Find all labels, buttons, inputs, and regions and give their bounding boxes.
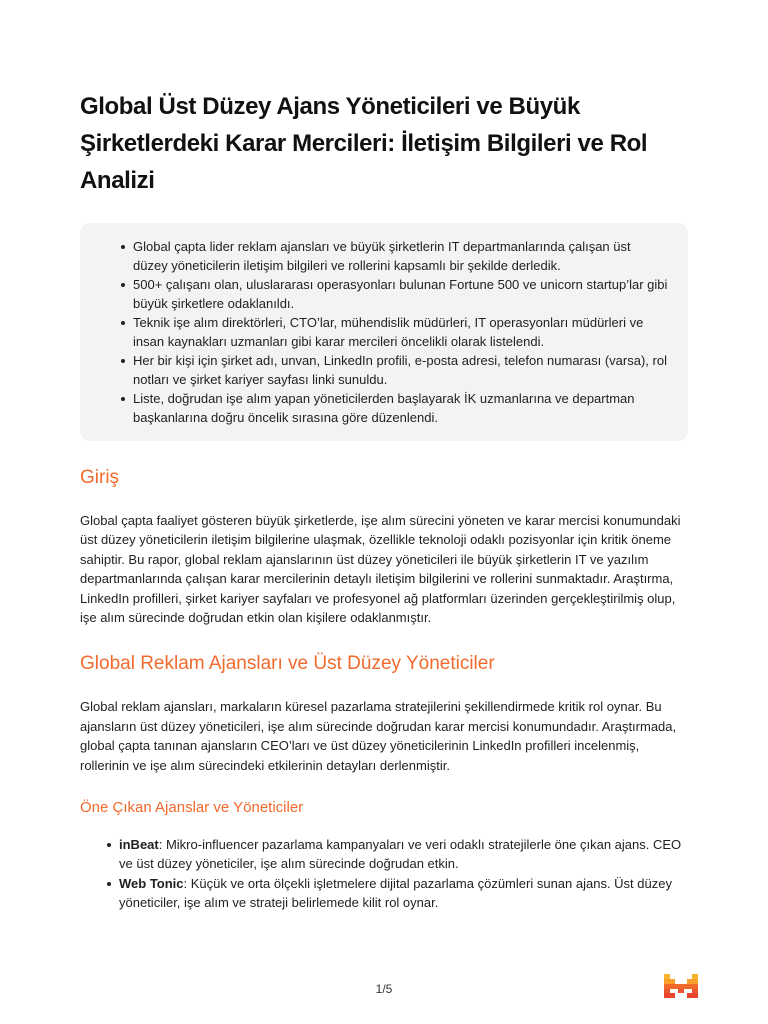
summary-item: Liste, doğrudan işe alım yapan yöneticilerden başlayarak İK uzmanlarına ve departman başkanlarına doğru öncelik sırasına göre düzenlendi. <box>120 389 668 427</box>
page-number: 1/5 <box>375 982 393 996</box>
section-heading-agencies: Global Reklam Ajansları ve Üst Düzey Yöneticiler <box>80 653 495 675</box>
summary-item: Her bir kişi için şirket adı, unvan, LinkedIn profili, e-posta adresi, telefon numarası (varsa), rol notları ve şirket kariyer sayfası linki sunuldu. <box>120 351 668 389</box>
document-page <box>80 88 688 913</box>
section-paragraph-intro: Global çapta faaliyet gösteren büyük şirketlerde, işe alım sürecini yöneten ve karar mercisi konumundaki üst düzey yöneticilerin iletişim bilgilerine ulaşmak, özellikle teknoloji odaklı pozisyonlar için kritik öneme sahiptir. Bu rapor, global reklam ajanslarının üst düzey yöneticileri ile büyük şirketlerin IT ve yazılım departmanlarında çalışan karar mercilerinin detaylı iletişim bilgilerini ve rollerini sunmaktadır. Araştırma, LinkedIn profilleri, şirket kariyer sayfaları ve profesyonel ağ platformları üzerinden gerçekleştirilmiş olup, işe alım sürecinde doğrudan etkin olan kişilere odaklanmıştır. <box>80 513 681 626</box>
pixel-m-logo-icon <box>664 974 698 998</box>
summary-item: 500+ çalışanı olan, uluslararası operasyonları bulunan Fortune 500 ve unicorn startup’lar gibi büyük şirketlere odaklanıldı. <box>120 275 668 313</box>
agency-list <box>80 835 688 913</box>
document-title: Global Üst Düzey Ajans Yöneticileri ve Büyük Şirketlerdeki Karar Mercileri: İletişim Bilgileri ve Rol Analizi <box>80 93 648 194</box>
agency-description: : Mikro-influencer pazarlama kampanyaları ve veri odaklı stratejilerle öne çıkan ajans. CEO ve üst düzey yöneticiler, işe alım sürecinde doğrudan etkin. <box>119 837 682 872</box>
section-paragraph-agencies: Global reklam ajansları, markaların küresel pazarlama stratejilerini şekillendirmede kritik rol oynar. Bu ajansların üst düzey yöneticileri, işe alım sürecinde doğrudan karar mercisi konumundadır. Araştırmada, global çapta tanınan ajansların CEO’ları ve üst düzey yöneticilerinin LinkedIn profilleri incelenmiş, rollerinin ve işe alım sürecindeki etkilerinin detayları derlenmiştir. <box>80 699 677 773</box>
list-item <box>106 835 688 874</box>
summary-list <box>120 237 668 427</box>
summary-item: Global çapta lider reklam ajansları ve büyük şirketlerin IT departmanlarında çalışan üst düzey yöneticilerin iletişim bilgileri ve rollerini kapsamlı bir şekilde derledik. <box>120 237 668 275</box>
section-heading-intro: Giriş <box>80 467 120 488</box>
summary-box <box>80 223 688 441</box>
subsection-heading: Öne Çıkan Ajanslar ve Yöneticiler <box>80 799 304 817</box>
agency-description: : Küçük ve orta ölçekli işletmelere dijital pazarlama çözümleri sunan ajans. Üst düzey yöneticiler, işe alım ve strateji belirlemede kilit rol oynar. <box>119 875 672 911</box>
list-item <box>106 874 688 913</box>
agency-name: inBeat <box>119 837 159 853</box>
agency-name: Web Tonic <box>119 875 184 891</box>
summary-item: Teknik işe alım direktörleri, CTO’lar, mühendislik müdürleri, IT operasyonları müdürleri ve insan kaynakları uzmanları gibi karar mercileri öncelikli olarak listelendi. <box>120 313 668 351</box>
